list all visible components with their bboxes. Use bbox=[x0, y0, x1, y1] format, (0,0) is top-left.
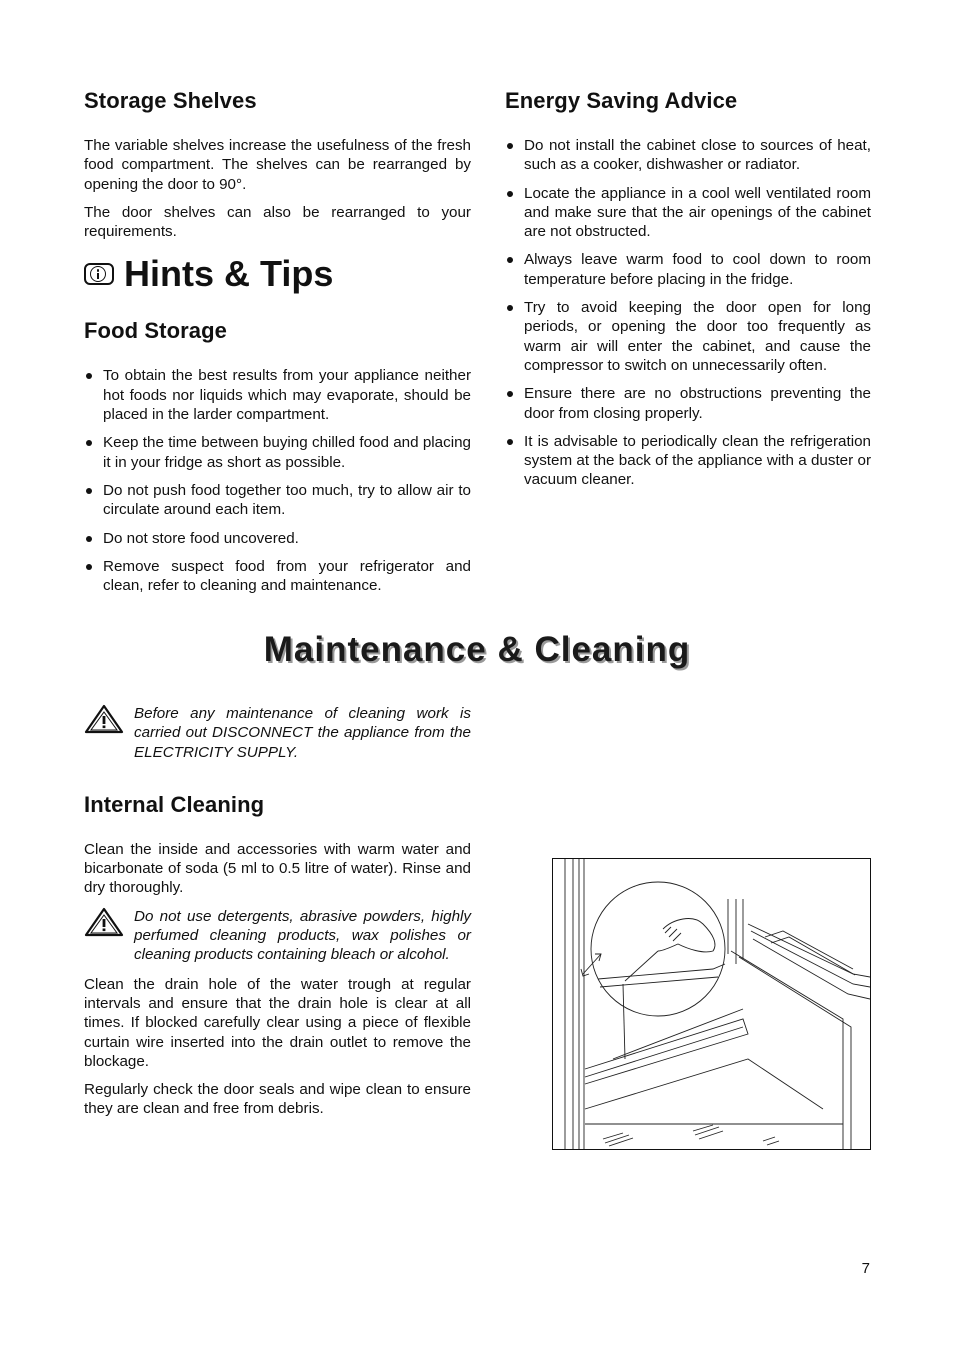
left-top-column bbox=[84, 88, 471, 604]
disconnect-warning-text: Before any maintenance of cleaning work is carried out DISCONNECT the appliance from the ELECTRICITY SUPPLY. bbox=[134, 705, 471, 761]
left-bottom-column bbox=[84, 704, 471, 1128]
warning-triangle-icon bbox=[84, 704, 124, 734]
internal-cleaning-intro: Clean the inside and accessories with warm water and bicarbonate of soda (5 ml to 0.5 litre of water). Rinse and dry thoroughly. bbox=[84, 840, 471, 897]
maintenance-cleaning-title: Maintenance & Cleaning bbox=[263, 630, 691, 669]
hints-tips-title: Hints & Tips bbox=[124, 253, 334, 295]
info-icon bbox=[84, 263, 114, 285]
disconnect-warning bbox=[84, 704, 471, 762]
door-seals-paragraph: Regularly check the door seals and wipe clean to ensure they are clean and free from debris. bbox=[84, 1081, 471, 1118]
food-storage-heading: Food Storage bbox=[84, 318, 227, 344]
detergent-warning-text: Do not use detergents, abrasive powders, highly perfumed cleaning products, wax polishes or cleaning products containing bleach or alcohol. bbox=[134, 907, 471, 964]
hints-tips-title-row bbox=[84, 254, 471, 294]
drain-hole-illustration bbox=[552, 858, 871, 1150]
energy-saving-list bbox=[505, 136, 871, 490]
food-storage-list bbox=[84, 366, 471, 595]
page-number: 7 bbox=[861, 1260, 870, 1277]
list-item: Locate the appliance in a cool well ventilated room and make sure that the air openings of the cabinet are not obstructed. bbox=[505, 184, 871, 242]
list-item: To obtain the best results from your appliance neither hot foods nor liquids which may evaporate, should be placed in the larder compartment. bbox=[84, 366, 471, 424]
list-item: Do not install the cabinet close to sources of heat, such as a cooker, dishwasher or radiator. bbox=[505, 136, 871, 175]
list-item: Do not store food uncovered. bbox=[84, 529, 471, 548]
list-item: It is advisable to periodically clean the refrigeration system at the back of the appliance with a duster or vacuum cleaner. bbox=[505, 432, 871, 490]
storage-shelves-paragraph: The variable shelves increase the usefulness of the fresh food compartment. The shelves can be rearranged by opening the door to 90°. bbox=[84, 137, 471, 193]
list-item: Do not push food together too much, try to allow air to circulate around each item. bbox=[84, 481, 471, 520]
list-item: Always leave warm food to cool down to room temperature before placing in the fridge. bbox=[505, 250, 871, 289]
fridge-interior-drawing bbox=[553, 859, 870, 1149]
list-item: Keep the time between buying chilled food and placing it in your fridge as short as possible. bbox=[84, 433, 471, 472]
storage-shelves-paragraph: The door shelves can also be rearranged to your requirements. bbox=[84, 203, 471, 241]
right-top-column bbox=[505, 88, 871, 499]
warning-triangle-icon bbox=[84, 907, 124, 937]
list-item: Remove suspect food from your refrigerator and clean, refer to cleaning and maintenance. bbox=[84, 557, 471, 596]
storage-shelves-heading: Storage Shelves bbox=[84, 88, 257, 113]
energy-saving-heading: Energy Saving Advice bbox=[505, 88, 738, 113]
list-item: Ensure there are no obstructions preventing the door from closing properly. bbox=[505, 384, 871, 423]
list-item: Try to avoid keeping the door open for long periods, or opening the door too frequently as warm air will enter the cabinet, and cause the compressor to switch on unnecessarily often. bbox=[505, 298, 871, 375]
drain-hole-paragraph: Clean the drain hole of the water trough at regular intervals and ensure that the drain hole is clear at all times. If blocked carefully clear using a piece of flexible curtain wire inserted into the drain outlet to remove the blockage. bbox=[84, 975, 471, 1070]
internal-cleaning-heading: Internal Cleaning bbox=[84, 791, 265, 817]
detergent-warning bbox=[84, 907, 471, 965]
